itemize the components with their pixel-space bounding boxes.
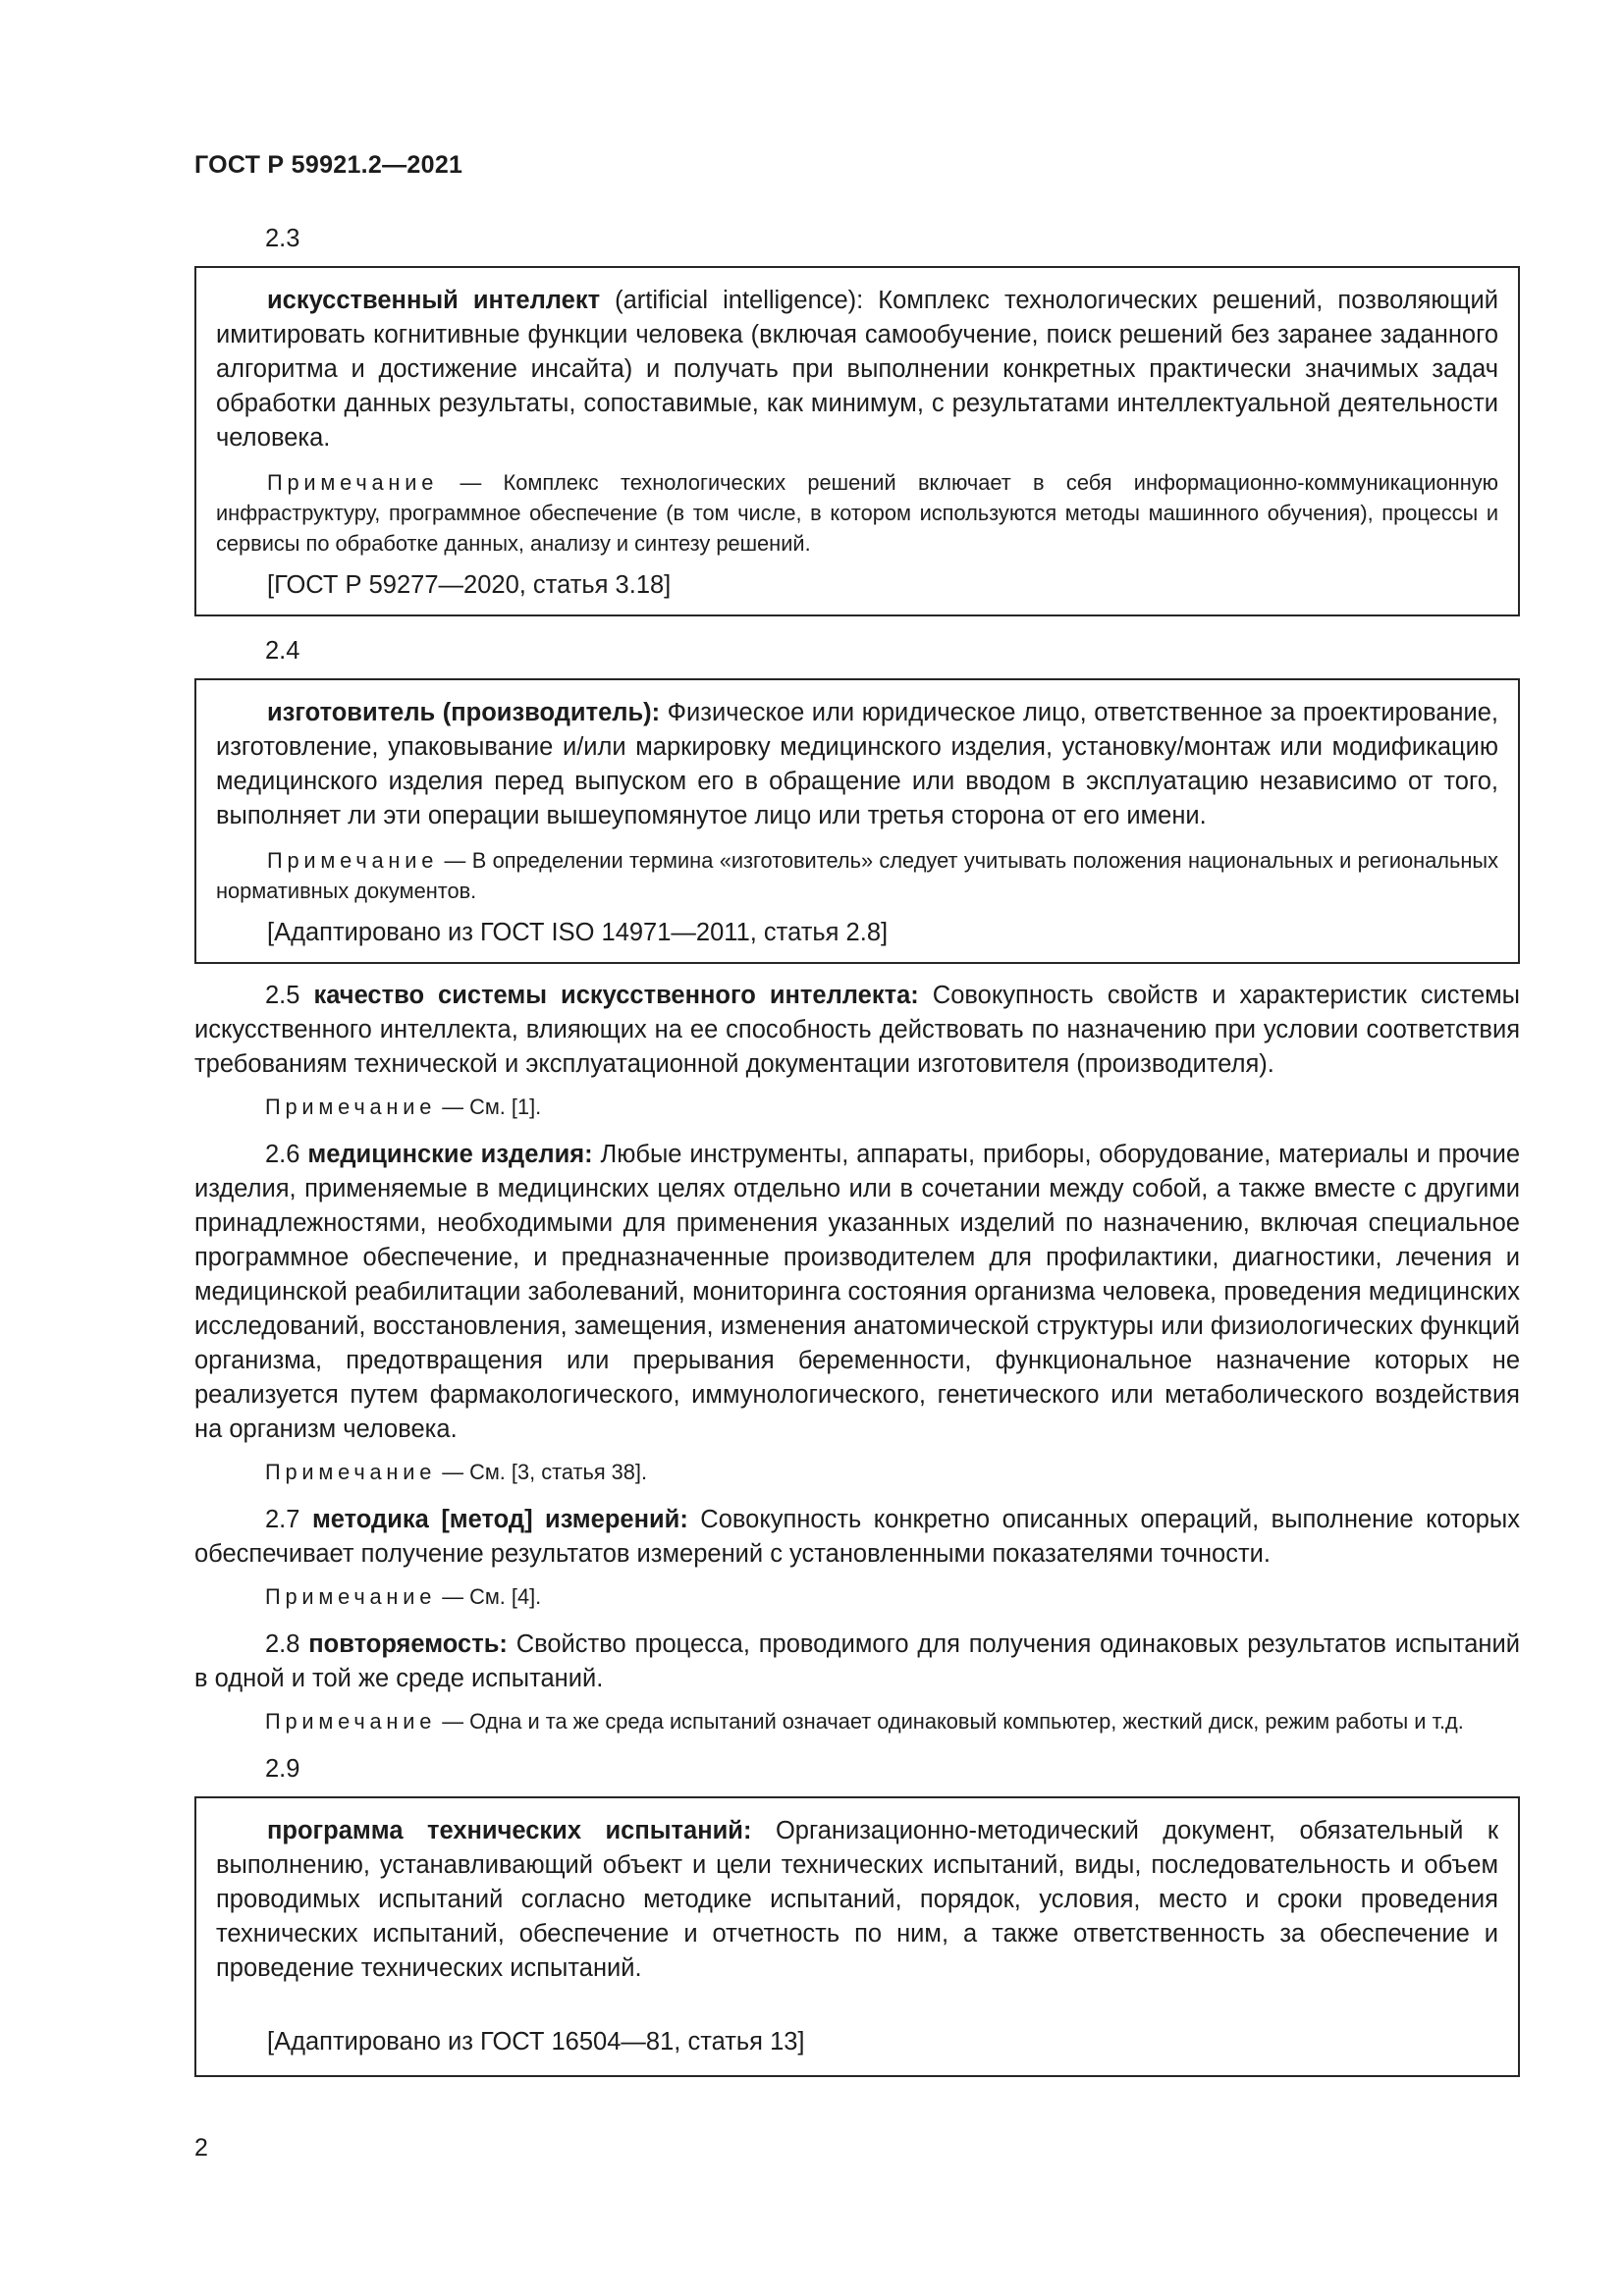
term-note-2-8	[194, 1706, 1520, 1736]
term-text: Физическое или юридическое лицо, ответственное за проектирование, изготовление, упаковывание и/или маркировку медицинского изделия, установку/монтаж или модификацию медицинского изделия перед выпуском его в обращение или вводом в эксплуатацию независимо от того, выполняет ли эти операции вышеупомянутое лицо или третья сторона от его имени.	[216, 699, 1498, 829]
term-number: 2.8	[265, 1630, 300, 1658]
term-number: 2.5	[265, 982, 300, 1009]
term-number: 2.7	[265, 1506, 300, 1533]
term-text: Любые инструменты, аппараты, приборы, оборудование, материалы и прочие изделия, применяемые в медицинских целях отдельно или в сочетании между собой, а также вместе с другими принадлежностями, необходимыми для применения указанных изделий по назначению, включая специальное программное обеспечение, и предназначенные производителем для профилактики, диагностики, лечения и медицинской реабилитации заболеваний, мониторинга состояния организма человека, проведения медицинских исследований, восстановления, замещения, изменения анатомической структуры или физиологических функций организма, предотвращения или прерывания беременности, функциональное назначение которых не реализуется путем фармакологического, иммунологического, генетического или метаболического воздействия на организм человека.	[194, 1141, 1520, 1443]
note-text: — См. [3, статья 38].	[436, 1460, 648, 1484]
document-body	[194, 222, 1520, 2092]
term-definition-2-8	[194, 1628, 1520, 1696]
term-text: Совокупность свойств и характеристик системы искусственного интеллекта, влияющих на ее способность действовать по назначению при условии соответствия требованиям технической и эксплуатационной документации изготовителя (производителя).	[194, 982, 1520, 1078]
term-note-2-5	[194, 1092, 1520, 1122]
note-text: — См. [4].	[436, 1584, 542, 1609]
term-box-2-3	[194, 266, 1520, 616]
term-definition-2-9	[216, 1814, 1498, 1986]
term-text: Совокупность конкретно описанных операций, выполнение которых обеспечивает получение результатов измерений с установленными показателями точности.	[194, 1506, 1520, 1568]
term-note-2-7	[194, 1581, 1520, 1612]
term-number-2-9: 2.9	[265, 1755, 300, 1783]
term-number-2-4: 2.4	[265, 637, 300, 665]
term-source-2-4: [Адаптировано из ГОСТ ISO 14971—2011, статья 2.8]	[267, 919, 889, 946]
document-header: ГОСТ Р 59921.2—2021	[194, 151, 463, 179]
term-definition-2-4	[216, 696, 1498, 833]
term-name: повторяемость:	[308, 1630, 508, 1658]
term-source-2-9: [Адаптировано из ГОСТ 16504—81, статья 13]	[267, 2028, 805, 2056]
term-name: изготовитель (производитель):	[267, 699, 661, 726]
term-note-2-6	[194, 1457, 1520, 1487]
note-text: — См. [1].	[436, 1095, 542, 1119]
term-definition-2-3	[216, 284, 1498, 455]
note-label: Примечание	[267, 470, 439, 495]
note-label: Примечание	[267, 848, 439, 873]
note-label: Примечание	[265, 1095, 437, 1119]
term-source-2-3: [ГОСТ Р 59277—2020, статья 3.18]	[267, 571, 672, 599]
term-name: медицинские изделия:	[307, 1141, 593, 1168]
term-note-2-4	[216, 845, 1498, 906]
note-text: — Одна и та же среда испытаний означает одинаковый компьютер, жесткий диск, режим работы и т.д.	[436, 1709, 1464, 1734]
term-number-2-3: 2.3	[265, 225, 300, 252]
note-text: — Комплекс технологических решений включает в себя информационно-коммуникационную инфраструктуру, программное обеспечение (в том числе, в котором используются методы машинного обучения), процессы и сервисы по обработке данных, анализу и синтезу решений.	[216, 470, 1498, 556]
page-number: 2	[194, 2134, 208, 2162]
term-definition-2-6	[194, 1138, 1520, 1447]
term-number: 2.6	[265, 1141, 300, 1168]
term-text: (artificial intelligence): Комплекс технологических решений, позволяющий имитировать когнитивные функции человека (включая самообучение, поиск решений без заранее заданного алгоритма и достижение инсайта) и получать при выполнении конкретных практически значимых задач обработки данных результаты, сопоставимые, как минимум, с результатами интеллектуальной деятельности человека.	[216, 287, 1498, 452]
note-text: — В определении термина «изготовитель» следует учитывать положения национальных и региональных нормативных документов.	[216, 848, 1498, 903]
term-box-2-4	[194, 678, 1520, 964]
term-definition-2-7	[194, 1503, 1520, 1572]
term-text: Организационно-методический документ, обязательный к выполнению, устанавливающий объект и цели технических испытаний, виды, последовательность и объем проводимых испытаний согласно методике испытаний, порядок, условия, место и сроки проведения технических испытаний, обеспечение и отчетность по ним, а также ответственность за обеспечение и проведение технических испытаний.	[216, 1817, 1498, 1982]
term-box-2-9	[194, 1796, 1520, 2077]
term-name: программа технических испытаний:	[267, 1817, 752, 1844]
term-name: качество системы искусственного интеллекта:	[313, 982, 919, 1009]
note-label: Примечание	[265, 1709, 437, 1734]
term-name: искусственный интеллект	[267, 287, 601, 314]
term-note-2-3	[216, 467, 1498, 559]
term-name: методика [метод] измерений:	[311, 1506, 688, 1533]
note-label: Примечание	[265, 1584, 437, 1609]
term-definition-2-5	[194, 979, 1520, 1082]
note-label: Примечание	[265, 1460, 437, 1484]
term-text: Свойство процесса, проводимого для получения одинаковых результатов испытаний в одной и той же среде испытаний.	[194, 1630, 1520, 1692]
